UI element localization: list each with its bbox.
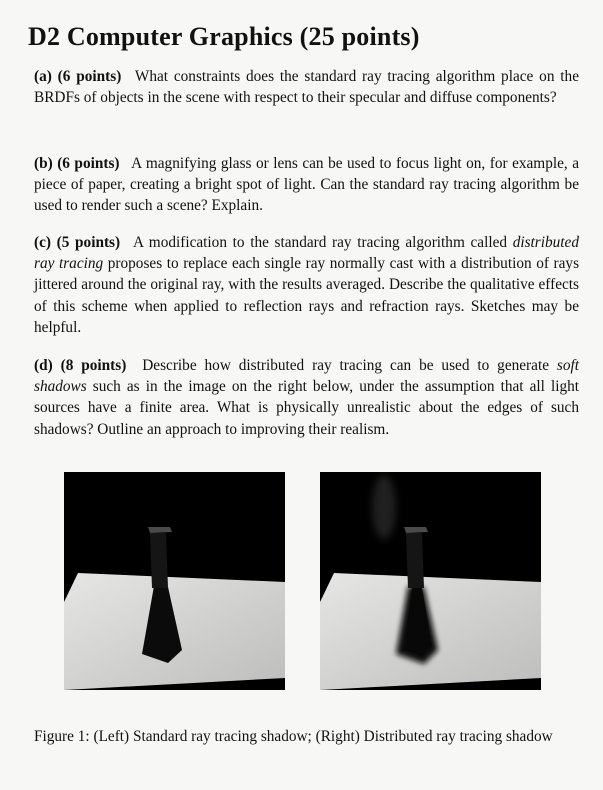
question-c-label: (c) (5 points)	[34, 234, 121, 251]
question-b	[34, 153, 579, 217]
question-a	[34, 66, 579, 108]
question-d-italic-term: soft shadows	[34, 357, 580, 396]
question-d	[34, 355, 579, 440]
question-a-label: (a) (6 points)	[34, 68, 122, 85]
question-a-text: What constraints does the standard ray tracing algorithm place on the BRDFs of objects in the scene with respect to their specular and diffuse components?	[34, 68, 579, 107]
question-c-text-before: A modification to the standard ray tracing algorithm called	[132, 234, 508, 251]
question-c-text-after: proposes to replace each single ray normally cast with a distribution of rays jittered around the original ray, with the results averaged. Describe the qualitative effects of this scheme when applied to reflection rays and refraction rays. Sketches may be helpful.	[34, 255, 580, 336]
question-d-text-before: Describe how distributed ray tracing can be used to generate	[142, 357, 549, 374]
question-d-text-after: such as in the image on the right below, under the assumption that all light sources have a finite area. What is physically unrealistic about the edges of such shadows? Outline an approach to improving their realism.	[34, 378, 580, 438]
question-b-label: (b) (6 points)	[34, 155, 120, 172]
standard-shadow-image	[64, 472, 285, 690]
page-title: D2 Computer Graphics (25 points)	[28, 22, 420, 51]
distributed-shadow-image	[320, 472, 541, 690]
question-c	[34, 232, 579, 338]
question-d-label: (d) (8 points)	[34, 357, 127, 374]
question-c-italic-term: distributed ray tracing	[34, 234, 579, 273]
question-b-text: A magnifying glass or lens can be used to focus light on, for example, a piece of paper, creating a bright spot of light. Can the standard ray tracing algorithm be used to render such a scene? Explain.	[34, 155, 579, 215]
figure-caption: Figure 1: (Left) Standard ray tracing shadow; (Right) Distributed ray tracing shadow	[34, 728, 553, 745]
